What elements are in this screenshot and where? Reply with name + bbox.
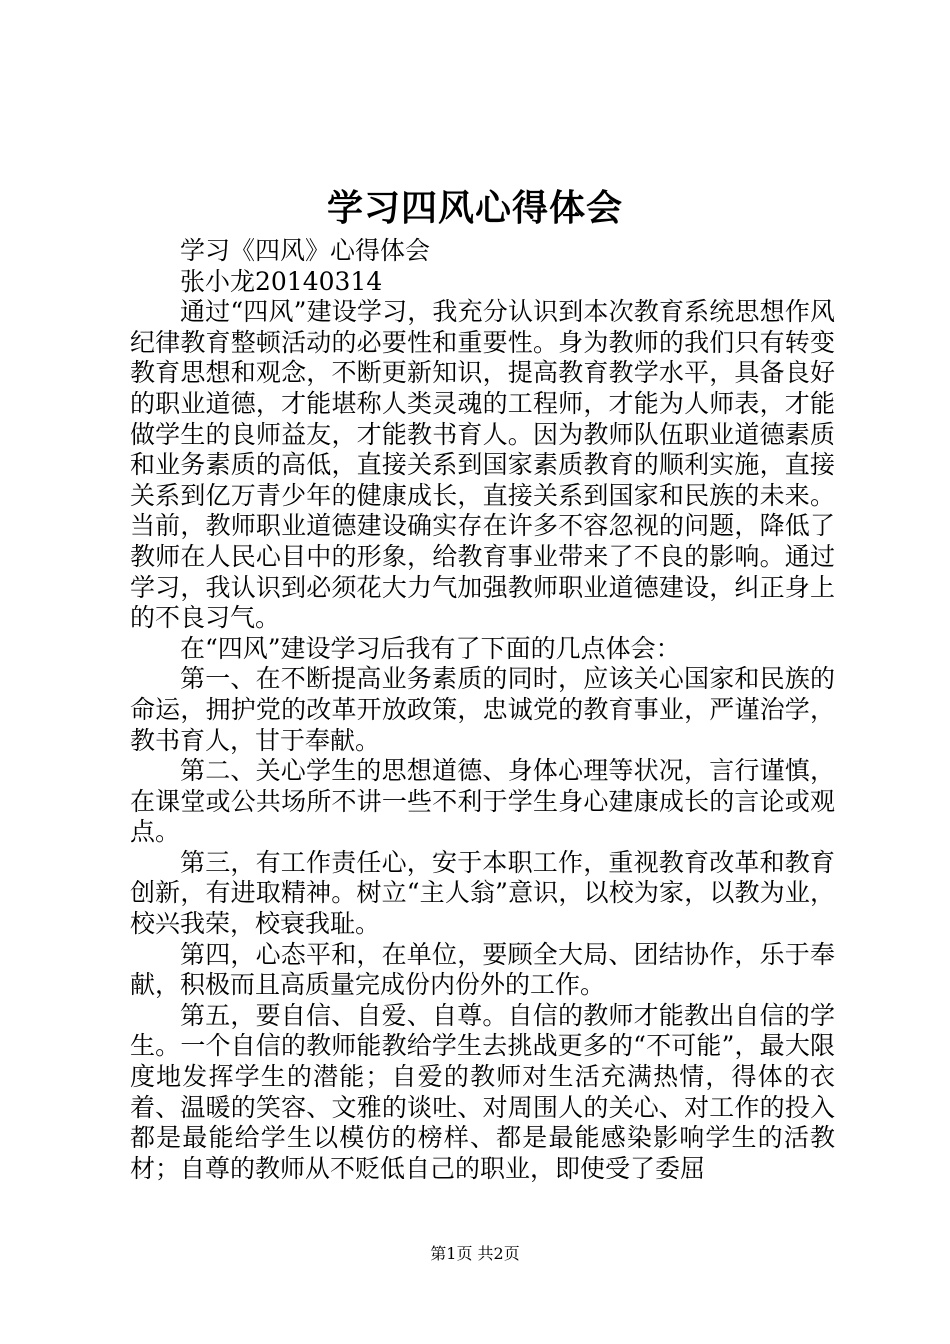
paragraph-point-1: 第一、在不断提高业务素质的同时，应该关心国家和民族的命运，拥护党的改革开放政策，忠诚党的教育事业，严谨治学，教书育人，甘于奉献。 (130, 664, 835, 755)
paragraph-point-3: 第三，有工作责任心，安于本职工作，重视教育改革和教育创新，有进取精神。树立“主人翁”意识，以校为家，以教为业，校兴我荣，校衰我耻。 (130, 847, 835, 939)
document-body (130, 236, 835, 1184)
paragraph-point-5: 第五，要自信、自爱、自尊。自信的教师才能教出自信的学生。一个自信的教师能教给学生去挑战更多的“不可能”，最大限度地发挥学生的潜能；自爱的教师对生活充满热情，得体的衣着、温暖的笑容、文雅的谈吐、对周围人的关心、对工作的投入都是最能给学生以模仿的榜样、都是最能感染影响学生的活教材；自尊的教师从不贬低自己的职业，即使受了委屈 (130, 1000, 835, 1183)
paragraph-subtitle: 学习《四风》心得体会 (180, 236, 431, 265)
paragraph-points-lead: 在“四风”建设学习后我有了下面的几点体会： (180, 633, 681, 663)
page-footer: 第1页 共2页 (430, 1244, 520, 1263)
document-title: 学习四风心得体会 (326, 187, 623, 229)
paragraph-point-2: 第二、关心学生的思想道德、身体心理等状况，言行谨慎，在课堂或公共场所不讲一些不利于学生身心建康成长的言论或观点。 (130, 756, 835, 847)
paragraph-author-date: 张小龙20140314 (180, 266, 383, 296)
paragraph-intro: 通过“四风”建设学习，我充分认识到本次教育系统思想作风纪律教育整顿活动的必要性和重要性。身为教师的我们只有转变教育思想和观念，不断更新知识，提高教育教学水平，具备良好的职业道德，才能堪称人类灵魂的工程师，才能为人师表，才能做学生的良师益友，才能教书育人。因为教师队伍职业道德素质和业务素质的高低，直接关系到国家素质教育的顺利实施，直接关系到亿万青少年的健康成长，直接关系到国家和民族的未来。当前，教师职业道德建设确实存在许多不容忽视的问题，降低了教师在人民心目中的形象，给教育事业带来了不良的影响。通过学习，我认识到必须花大力气加强教师职业道德建设，纠正身上的不良习气。 (130, 297, 835, 633)
paragraph-point-4: 第四，心态平和，在单位，要顾全大局、团结协作，乐于奉献，积极而且高质量完成份内份外的工作。 (130, 939, 835, 1000)
